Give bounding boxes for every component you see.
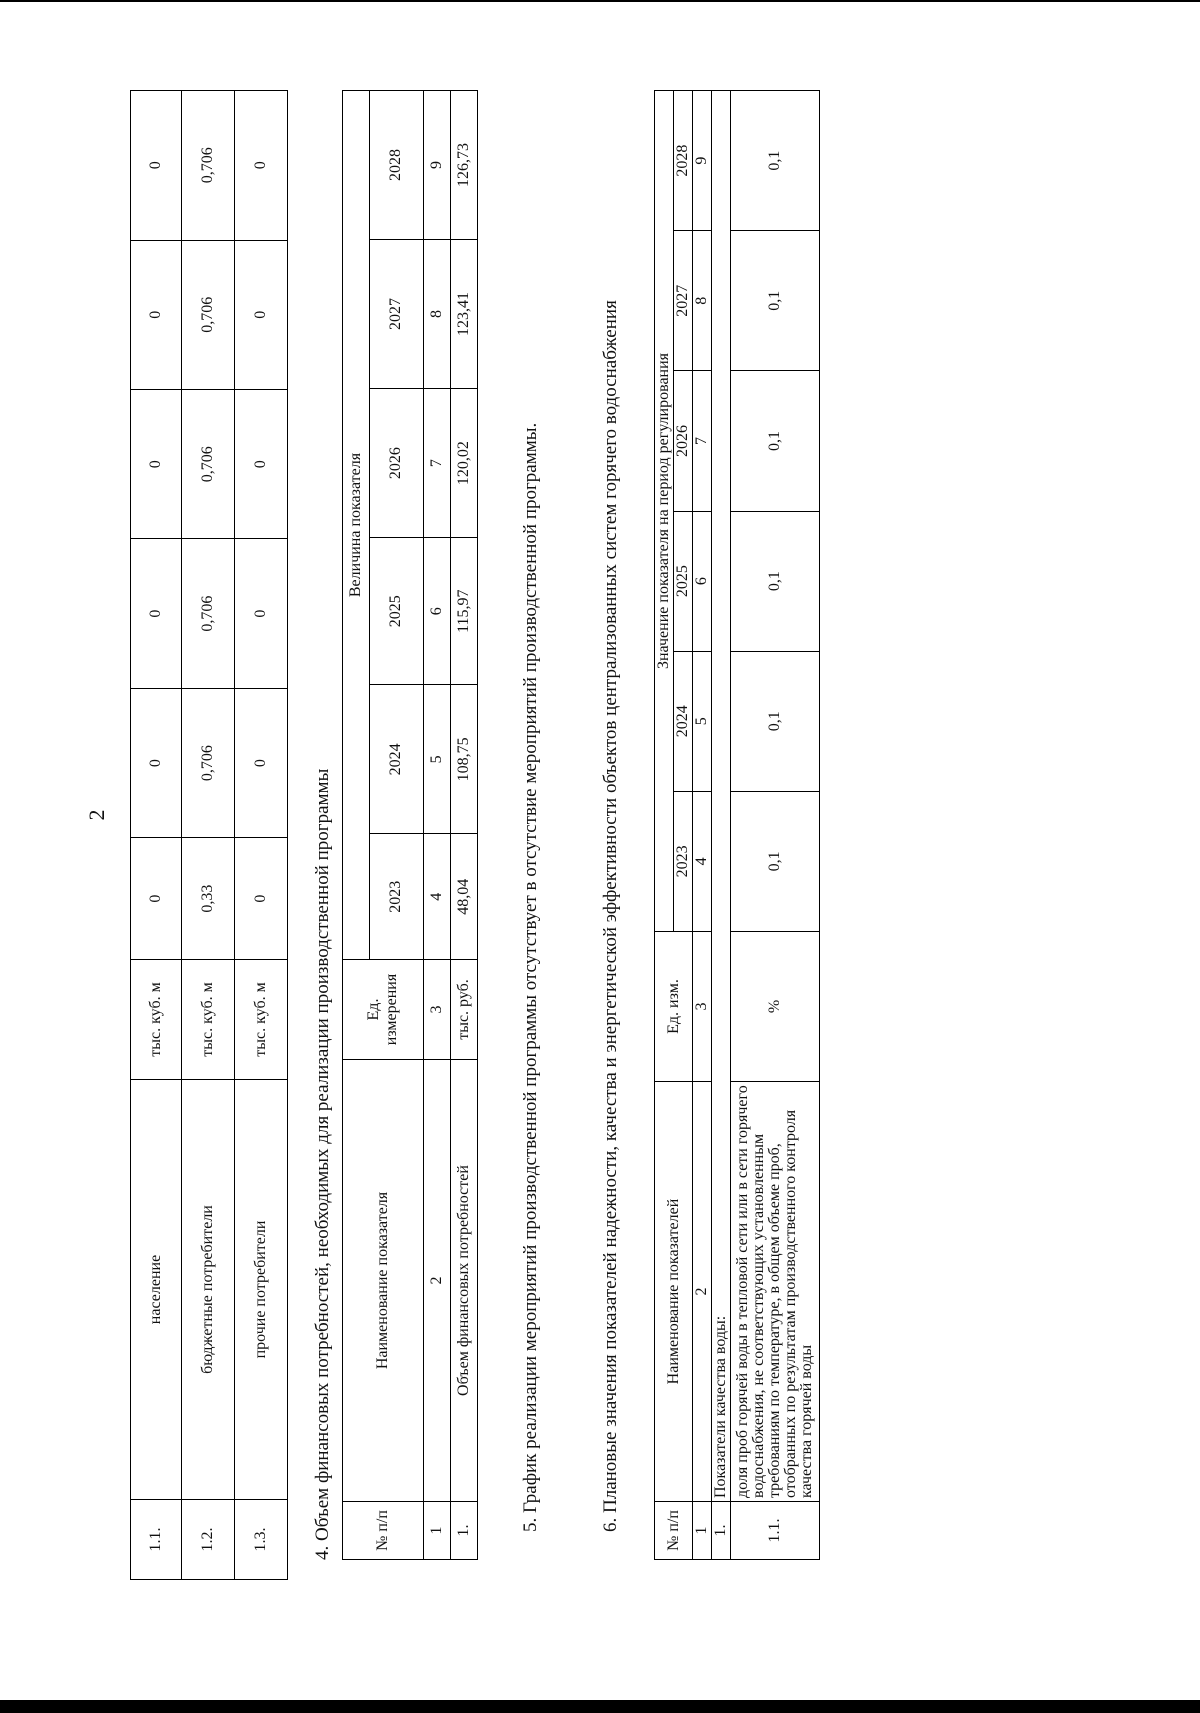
- rotated-document-sheet: [130, 80, 815, 1580]
- section-4-title: 4. Объем финансовых потребностей, необходимых для реализации производственной программы: [312, 768, 333, 1560]
- row-value: 0: [131, 688, 182, 837]
- header-unit: Ед. измерения: [343, 960, 424, 1060]
- row-name: Объем финансовых потребностей: [451, 1060, 478, 1502]
- column-number: 1: [424, 1502, 451, 1560]
- column-number: 3: [693, 932, 712, 1082]
- header-year: 2028: [370, 91, 424, 240]
- column-number: 6: [693, 511, 712, 651]
- column-number: 6: [424, 538, 451, 685]
- row-value: 0: [131, 838, 182, 960]
- column-number: 9: [693, 91, 712, 231]
- section-5-text: [518, 90, 544, 1560]
- row-name: бюджетные потребители: [182, 1080, 235, 1500]
- header-year: 2025: [674, 511, 693, 651]
- column-number: 7: [693, 371, 712, 511]
- row-value: 0: [131, 240, 182, 389]
- row-value: 0,1: [731, 511, 820, 651]
- row-value: 0,1: [731, 371, 820, 511]
- table-row: [451, 91, 478, 1560]
- row-value: 0,706: [182, 389, 235, 538]
- row-value: 0: [131, 91, 182, 241]
- column-number-row: [424, 91, 451, 1560]
- row-unit: тыс. куб. м: [131, 960, 182, 1080]
- column-number: 4: [424, 834, 451, 960]
- row-value: 48,04: [451, 834, 478, 960]
- row-name: доля проб горячей воды в тепловой сети или в сети горячего водоснабжения, не соответствующих установленным требованиям по температуре, в общем объеме проб, отобранных по результатам производственного контроля качества горячей воды: [731, 1082, 820, 1502]
- row-name: прочие потребители: [235, 1080, 288, 1500]
- table-header-row: [655, 91, 674, 1560]
- group-row: [712, 91, 731, 1560]
- row-name: население: [131, 1080, 182, 1500]
- column-number: 8: [424, 240, 451, 389]
- row-value: 0,1: [731, 231, 820, 371]
- row-value: 120,02: [451, 389, 478, 538]
- header-year: 2025: [370, 538, 424, 685]
- group-number: 1.: [712, 1502, 731, 1560]
- scan-bottom-edge: [0, 1700, 1200, 1713]
- row-number: 1.3.: [235, 1500, 288, 1580]
- table-row: [235, 91, 288, 1580]
- quality-indicators-table: [654, 90, 820, 1560]
- column-number: 8: [693, 231, 712, 371]
- group-label: Показатели качества воды:: [712, 91, 731, 1502]
- header-year: 2024: [370, 685, 424, 834]
- scan-top-edge: [0, 0, 1200, 10]
- row-number: 1.1.: [731, 1502, 820, 1560]
- section-6-heading: 6. Плановые значения показателей надежности, качества и энергетической эффективности объектов централизованных систем горячего водоснабжения: [600, 300, 621, 1532]
- header-year: 2024: [674, 651, 693, 791]
- column-number: 2: [693, 1082, 712, 1502]
- header-year: 2027: [674, 231, 693, 371]
- row-value: 0,706: [182, 240, 235, 389]
- row-number: 1.: [451, 1502, 478, 1560]
- table-row: [182, 91, 235, 1580]
- header-year: 2028: [674, 91, 693, 231]
- row-value: 123,41: [451, 240, 478, 389]
- header-year: 2023: [674, 791, 693, 931]
- header-year: 2027: [370, 240, 424, 389]
- row-value: 0,33: [182, 838, 235, 960]
- row-value: 0: [235, 91, 288, 241]
- row-number: 1.2.: [182, 1500, 235, 1580]
- row-value: 0,1: [731, 91, 820, 231]
- column-number-row: [693, 91, 712, 1560]
- row-value: 0,706: [182, 91, 235, 241]
- header-num: № п/п: [343, 1502, 424, 1560]
- header-unit: Ед. изм.: [655, 932, 693, 1082]
- column-number: 3: [424, 960, 451, 1060]
- row-value: 0,706: [182, 539, 235, 688]
- row-value: 108,75: [451, 685, 478, 834]
- section-6-title: [598, 90, 624, 1560]
- column-number: 1: [693, 1502, 712, 1560]
- column-number: 5: [424, 685, 451, 834]
- row-value: 0: [235, 688, 288, 837]
- column-number: 9: [424, 91, 451, 240]
- table-row: [131, 91, 182, 1580]
- row-unit: тыс. куб. м: [235, 960, 288, 1080]
- consumption-table: [130, 90, 288, 1580]
- row-value: 0: [131, 389, 182, 538]
- column-number: 5: [693, 651, 712, 791]
- row-value: 0: [235, 240, 288, 389]
- column-number: 4: [693, 791, 712, 931]
- section-5-paragraph: 5. График реализации мероприятий производственной программы отсутствует в отсутствие мероприятий производственной программы.: [520, 422, 541, 1532]
- row-number: 1.1.: [131, 1500, 182, 1580]
- row-value: 0: [131, 539, 182, 688]
- header-name: Наименование показателей: [655, 1082, 693, 1502]
- header-year: 2023: [370, 834, 424, 960]
- row-value: 0,1: [731, 651, 820, 791]
- row-unit: тыс. куб. м: [182, 960, 235, 1080]
- row-value: 0: [235, 539, 288, 688]
- row-unit: тыс. руб.: [451, 960, 478, 1060]
- financial-needs-table: [342, 90, 478, 1560]
- column-number: 7: [424, 389, 451, 538]
- column-number: 2: [424, 1060, 451, 1502]
- header-value: Величина показателя: [343, 91, 370, 960]
- row-value: 0: [235, 838, 288, 960]
- header-name: Наименование показателя: [343, 1060, 424, 1502]
- row-value: 126,73: [451, 91, 478, 240]
- row-unit: %: [731, 932, 820, 1082]
- row-value: 0: [235, 389, 288, 538]
- table-row: [731, 91, 820, 1560]
- row-value: 115,97: [451, 538, 478, 685]
- header-value: Значение показателя на период регулирования: [655, 91, 674, 932]
- row-value: 0,706: [182, 688, 235, 837]
- table-header-row: [343, 91, 370, 1560]
- row-value: 0,1: [731, 791, 820, 931]
- page-number: 2: [84, 809, 109, 821]
- header-num: № п/п: [655, 1502, 693, 1560]
- header-year: 2026: [674, 371, 693, 511]
- header-year: 2026: [370, 389, 424, 538]
